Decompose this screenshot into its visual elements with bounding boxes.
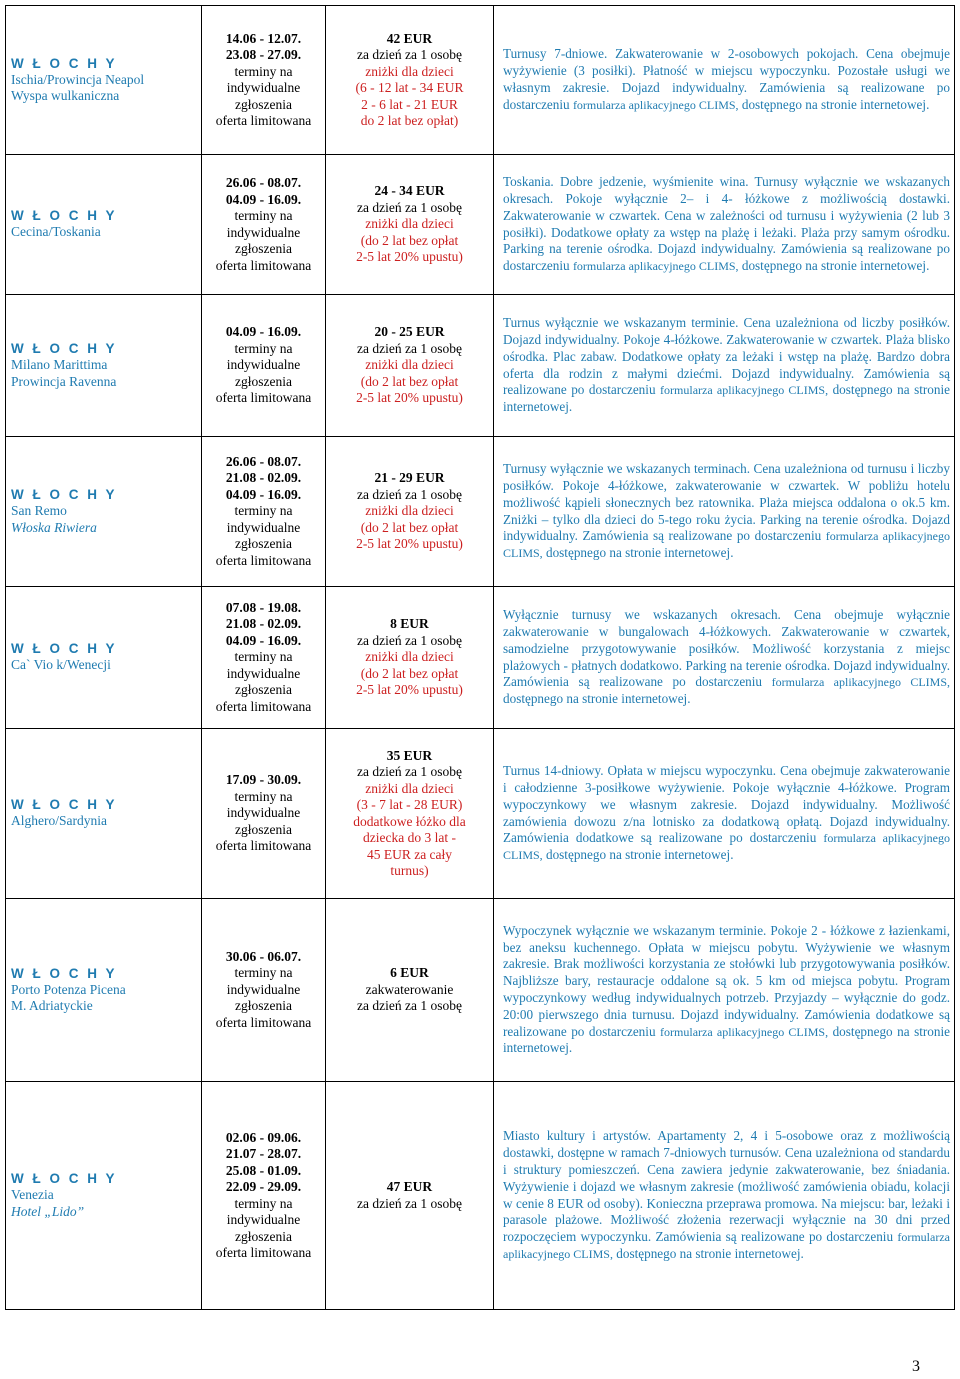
discount-line: (3 - 7 lat - 28 EUR) [356, 797, 463, 812]
discount-line: 45 EUR za cały [366, 846, 453, 862]
discount-line: turnus) [390, 863, 429, 878]
price-line: za dzień za 1 osobę [357, 486, 462, 502]
offer-row [6, 1082, 955, 1310]
date-range: 26.06 - 08.07. [225, 175, 302, 190]
description-text [503, 763, 950, 864]
dates-cell [202, 587, 326, 729]
description-segment: dostępnego na stronie internetowej. [503, 1023, 950, 1056]
dates-note: terminy na indywidualne [226, 1195, 301, 1227]
description-segment: formularza aplikacyjnego CLIMS, [572, 97, 739, 112]
description-segment: formularza aplikacyjnego CLIMS, [503, 1230, 950, 1261]
price-line: za dzień za 1 osobę [357, 47, 462, 62]
description-segment: formularza aplikacyjnego CLIMS, [572, 259, 739, 274]
dates-note: zgłoszenia [235, 998, 292, 1014]
description-segment: formularza aplikacyjnego CLIMS, [503, 831, 950, 863]
dates-note: terminy na indywidualne [226, 340, 301, 373]
location-line: Cecina/Toskania [11, 224, 101, 240]
discount-line: 2-5 lat 20% upustu) [356, 249, 463, 265]
description-text [503, 46, 950, 113]
dates-cell [202, 6, 326, 155]
price-line: za dzień za 1 osobę [357, 199, 462, 215]
discount-line: (do 2 lat bez opłat [360, 665, 459, 681]
destination-cell [6, 587, 202, 729]
date-range: 30.06 - 06.07. [225, 948, 302, 964]
location-line: Prowincja Ravenna [11, 373, 117, 389]
description-segment: dostępnego na stronie internetowej. [503, 382, 950, 415]
description-cell [494, 899, 955, 1082]
destination-cell [6, 295, 202, 437]
offer-row [6, 587, 955, 729]
country-name: W Ł O C H Y [11, 208, 118, 224]
date-range: 04.09 - 16.09. [225, 486, 302, 502]
date-range: 04.09 - 16.09. [225, 191, 302, 207]
dates-note: terminy na indywidualne [226, 649, 301, 681]
price-main: 6 EUR [390, 965, 429, 981]
description-segment: dostępnego na stronie internetowej. [612, 1245, 804, 1261]
price-main: 8 EUR [390, 616, 429, 632]
description-cell [494, 1082, 955, 1310]
dates-note: oferta limitowana [215, 838, 312, 854]
dates-note: oferta limitowana [215, 698, 312, 714]
destination-cell [6, 437, 202, 587]
date-range: 17.09 - 30.09. [225, 772, 302, 788]
description-text [503, 607, 950, 708]
location-line: Porto Potenza Picena [11, 981, 126, 997]
discount-line: 2-5 lat 20% upustu) [356, 682, 463, 698]
dates-note: oferta limitowana [215, 552, 312, 568]
discount-line: zniżki dla dzieci [365, 357, 454, 373]
description-segment: Wypoczynek wyłącznie we wskazanym terminie. Pokoje 2 - łóżkowe z łazienkami, bez aneksu kuchennego. Opłata w miejscu pobytu. Wyżywienie we własnym zakresie. Brak możliwości korzystania ze stołówki lub przygotowywania posiłków. Najbliższe bary, restauracje oddalone są ok. 5 km od miejsca pobytu. Program wypoczynkowy według indywidualnych potrzeb. Przyjazdy – wyłącznie do godz. 20:00 pierwszego dnia turnusu. Dojazd indywidualny. Zamówienia dodatkowe są realizowane po dostarczeniu [503, 922, 950, 1039]
dates-note: zgłoszenia [235, 536, 292, 552]
discount-line: 2 - 6 lat - 21 EUR [361, 96, 458, 112]
description-segment: Turnusy 7-dniowe. Zakwaterowanie w 2-osobowych pokojach. Cena obejmuje wyżywienie (3 posiłki). Płatność w miejscu wypoczynku. Pozostałe usługi we własnym zakresie. Dojazd indywidualny. Zamówienia są realizowane po dostarczeniu [503, 46, 950, 112]
discount-line: 2-5 lat 20% upustu) [356, 536, 463, 552]
description-segment: formularza aplikacyjnego CLIMS, [771, 675, 950, 690]
country-name: W Ł O C H Y [11, 965, 118, 981]
dates-note: zgłoszenia [235, 241, 292, 256]
dates-note: oferta limitowana [215, 113, 312, 128]
discount-line: dodatkowe łóżko dla [353, 813, 466, 829]
description-segment: dostępnego na stronie internetowej. [542, 847, 734, 863]
destination-cell [6, 1082, 202, 1310]
description-cell [494, 729, 955, 899]
dates-cell [202, 1082, 326, 1310]
description-segment: formularza aplikacyjnego CLIMS, [503, 529, 950, 561]
offer-row [6, 437, 955, 587]
location-line: Włoska Riwiera [11, 519, 97, 535]
dates-note: zgłoszenia [235, 821, 292, 837]
dates-note: zgłoszenia [235, 373, 292, 389]
date-range: 22.09 - 29.09. [225, 1179, 302, 1194]
date-range: 04.09 - 16.09. [225, 324, 302, 340]
description-segment: Turnusy wyłącznie we wskazanych terminach. Cena uzależniona od turnusu i liczby posiłków. Pokoje 4-łóżkowe, zakwaterowanie w czwartek. W pobliżu hotelu możliwość kąpieli słonecznych bez ratownika. Plaża miejsca oddalona o ok.5 km. Zniżki – tylko dla dzieci do 5-tego roku życia. Parking na terenie ośrodka. Dojazd indywidualny. Zamówienia są realizowane po dostarczeniu [503, 461, 950, 544]
country-name: W Ł O C H Y [11, 641, 118, 657]
description-cell [494, 295, 955, 437]
date-range: 26.06 - 08.07. [225, 453, 302, 469]
location-line: Alghero/Sardynia [11, 813, 107, 829]
description-segment: Miasto kultury i artystów. Apartamenty 2, 4 i 5-osobowe oraz z możliwością dostawki, dostępne w ramach 7-dniowych turnusów. Cena uzależniona od standardu i struktury pomieszczeń. Cena zawiera jedynie zakwaterowanie, bez śniadania. Wyżywienie i dojazd we własnym zakresie (możliwość zamówienia obiadu, kolacji w cenie 8 EUR od osoby). Konieczna przeprawa promowa. Na miejscu: bar, leżaki i parasole plażowe. Możliwość złożenia rezerwacji wyłącznie na 30 dni przed rozpoczęciem wypoczynku. Zamówienia są realizowane po dostarczeniu [503, 1128, 950, 1245]
description-text [503, 461, 950, 562]
date-range: 02.06 - 09.06. [225, 1129, 302, 1145]
discount-line: zniżki dla dzieci [365, 649, 454, 665]
description-text [503, 1128, 950, 1262]
location-line: Hotel „Lido” [11, 1203, 85, 1219]
dates-note: oferta limitowana [215, 257, 312, 273]
description-segment: Turnus wyłącznie we wskazanym terminie. Cena uzależniona od liczby posiłków. Dojazd indywidualny. Pokoje 4-łóżkowe. Zakwaterowanie w czwartek. Plaża blisko ośrodka. Plac zabaw. Dodatkowe opłaty za leżaki i wstęp na plażę. Bardzo dobra oferta dla rodzin z małymi dziećmi. Dojazd indywidualny. Zamówienia są realizowane po dostarczeniu [503, 315, 950, 398]
price-line: zakwaterowanie [365, 981, 454, 997]
price-cell [326, 295, 494, 437]
dates-note: zgłoszenia [235, 1228, 292, 1244]
date-range: 07.08 - 19.08. [225, 599, 302, 615]
dates-cell [202, 155, 326, 295]
date-range: 14.06 - 12.07. [225, 30, 302, 46]
date-range: 23.08 - 27.09. [225, 47, 302, 62]
dates-note: terminy na indywidualne [226, 503, 301, 535]
discount-line: (do 2 lat bez opłat [360, 232, 459, 248]
price-main: 47 EUR [386, 1179, 433, 1194]
price-line: za dzień za 1 osobę [357, 632, 462, 648]
location-line: Venezia [11, 1187, 54, 1202]
description-cell [494, 6, 955, 155]
destination-cell [6, 899, 202, 1082]
dates-cell [202, 899, 326, 1082]
offer-row [6, 6, 955, 155]
offer-row [6, 899, 955, 1082]
description-segment: dostępnego na stronie internetowej. [738, 258, 930, 274]
dates-note: zgłoszenia [235, 682, 292, 698]
description-segment: formularza aplikacyjnego CLIMS, [660, 383, 829, 398]
destination-cell [6, 155, 202, 295]
dates-cell [202, 729, 326, 899]
price-main: 20 - 25 EUR [374, 324, 445, 340]
discount-line: zniżki dla dzieci [365, 780, 454, 796]
date-range: 25.08 - 01.09. [225, 1162, 302, 1178]
offers-table [5, 5, 955, 1310]
location-line: San Remo [11, 503, 67, 518]
description-cell [494, 587, 955, 729]
country-name: W Ł O C H Y [11, 487, 118, 502]
price-main: 21 - 29 EUR [374, 470, 445, 486]
description-segment: dostępnego na stronie internetowej. [542, 545, 734, 561]
description-cell [494, 155, 955, 295]
discount-line: do 2 lat bez opłat) [360, 113, 459, 128]
description-cell [494, 437, 955, 587]
discount-line: (do 2 lat bez opłat [360, 373, 459, 389]
location-line: Ca` Vio k/Wenecji [11, 657, 111, 673]
dates-cell [202, 437, 326, 587]
dates-note: terminy na indywidualne [226, 965, 301, 997]
price-main: 42 EUR [386, 30, 433, 46]
description-text [503, 923, 950, 1057]
dates-note: oferta limitowana [215, 1014, 312, 1030]
dates-note: oferta limitowana [215, 1245, 312, 1260]
description-segment: Wyłącznie turnusy we wskazanych okresach. Cena obejmuje wyłącznie zakwaterowanie w bungalowach 4-łóżkowych. Zakwaterowanie w czwartek, samodzielne przygotowywanie posiłków. Możliwość korzystania z miejsc plażowych - płatnych dodatkowo. Parking na terenie ośrodka. Dojazd indywidualny. Zamówienia są realizowane po dostarczeniu [503, 607, 950, 690]
discount-line: zniżki dla dzieci [365, 503, 454, 519]
country-name: W Ł O C H Y [11, 797, 118, 813]
date-range: 21.08 - 02.09. [225, 470, 302, 486]
dates-note: terminy na indywidualne [226, 63, 301, 95]
location-line: Ischia/Prowincja Neapol [11, 71, 145, 87]
price-line: za dzień za 1 osobę [357, 764, 462, 779]
dates-note: oferta limitowana [215, 390, 312, 406]
dates-note: zgłoszenia [235, 96, 292, 112]
price-line: za dzień za 1 osobę [357, 340, 462, 356]
offer-row [6, 295, 955, 437]
offer-row [6, 729, 955, 899]
dates-note: terminy na indywidualne [226, 788, 301, 821]
country-name: W Ł O C H Y [11, 341, 118, 356]
country-name: W Ł O C H Y [11, 1171, 118, 1186]
price-cell [326, 587, 494, 729]
discount-line: zniżki dla dzieci [365, 63, 454, 79]
dates-cell [202, 295, 326, 437]
discount-line: dziecka do 3 lat - [363, 830, 456, 845]
description-text [503, 174, 950, 275]
price-cell [326, 6, 494, 155]
price-cell [326, 155, 494, 295]
date-range: 21.08 - 02.09. [225, 616, 302, 632]
description-segment: dostępnego na stronie internetowej. [738, 96, 930, 112]
description-segment: Turnus 14-dniowy. Opłata w miejscu wypoczynku. Cena obejmuje zakwaterowanie i całodzienne 3-posiłkowe wyżywienie. Pokoje wyłącznie 4-łóżkowe. Program wypoczynkowy we własnym zakresie. Dojazd indywidualny. Możliwość zamówienia dowozu z/na lotnisko za dodatkową opłatą. Dojazd indywidualny. Zamówienia dodatkowe są realizowane po dostarczeniu [503, 763, 950, 846]
country-name: W Ł O C H Y [11, 55, 118, 71]
price-cell [326, 899, 494, 1082]
discount-line: 2-5 lat 20% upustu) [356, 390, 463, 406]
offer-row [6, 155, 955, 295]
discount-line: (6 - 12 lat - 34 EUR [355, 80, 464, 95]
discount-line: zniżki dla dzieci [365, 216, 454, 232]
price-cell [326, 1082, 494, 1310]
date-range: 21.07 - 28.07. [225, 1146, 302, 1161]
price-cell [326, 729, 494, 899]
price-main: 24 - 34 EUR [374, 183, 445, 199]
price-line: za dzień za 1 osobę [357, 1195, 462, 1211]
destination-cell [6, 6, 202, 155]
location-line: M. Adriatyckie [11, 998, 93, 1013]
description-segment: formularza aplikacyjnego CLIMS, [660, 1024, 829, 1039]
page-number: 3 [912, 1358, 920, 1375]
location-line: Wyspa wulkaniczna [11, 88, 120, 103]
price-main: 35 EUR [386, 747, 433, 763]
destination-cell [6, 729, 202, 899]
discount-line: (do 2 lat bez opłat [360, 519, 459, 535]
dates-note: terminy na indywidualne [226, 208, 301, 240]
description-text [503, 315, 950, 416]
date-range: 04.09 - 16.09. [225, 632, 302, 648]
description-segment: Toskania. Dobre jedzenie, wyśmienite wina. Turnusy wyłącznie we wskazanych okresach. Pokoje wyłącznie 2– i 4- łóżkowe z możliwością dostawki. Zakwaterowanie w czwartek. Cena w zależności od turnusu i wyżywienia (2 lub 3 posiłki). Dodatkowe opłaty za wstęp na plażę i leżaki. Plaża przy samym ośrodku. Parking na terenie ośrodka. Dojazd indywidualny. Zamówienia są realizowane po dostarczeniu [503, 174, 950, 274]
location-line: Milano Marittima [11, 357, 108, 372]
description-segment: dostępnego na stronie internetowej. [503, 691, 691, 707]
price-cell [326, 437, 494, 587]
price-line: za dzień za 1 osobę [357, 998, 462, 1014]
